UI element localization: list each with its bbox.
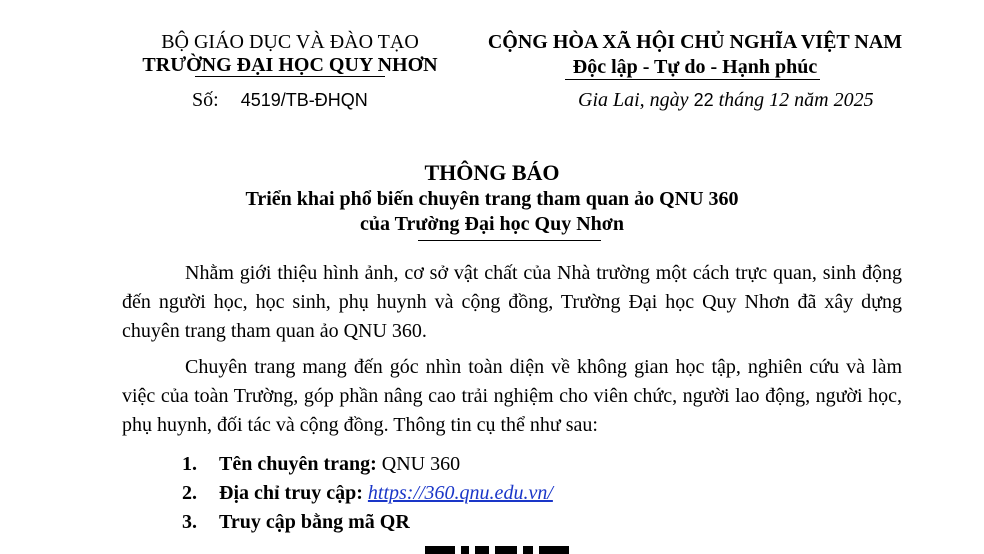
national-motto: Độc lập - Tự do - Hạnh phúc <box>572 56 818 78</box>
body-paragraph-1: Nhằm giới thiệu hình ảnh, cơ sở vật chất của Nhà trường một cách trực quan, sinh động đến người học, học sinh, phụ huynh và cộng đồng, Trường Đại học Quy Nhơn đã xây dựng chuyên trang tham quan ảo QNU 360. <box>122 262 902 342</box>
list-label: Tên chuyên trang: <box>219 453 377 475</box>
university-name: TRƯỜNG ĐẠI HỌC QUY NHƠN <box>142 54 438 76</box>
date-day: 22 <box>693 90 714 110</box>
access-url-link[interactable]: https://360.qnu.edu.vn/ <box>367 482 553 504</box>
document-number <box>192 89 368 112</box>
list-item <box>182 482 553 505</box>
date-rest: tháng 12 năm 2025 <box>718 89 874 111</box>
ministry-name: BỘ GIÁO DỤC VÀ ĐÀO TẠO <box>161 31 419 53</box>
document-subtitle-line1: Triển khai phổ biến chuyên trang tham quan ảo QNU 360 <box>245 188 739 210</box>
header-left-rule <box>195 76 385 77</box>
list-label: Truy cập bằng mã QR <box>219 511 410 533</box>
issue-date <box>578 89 874 112</box>
document-subtitle-line2: của Trường Đại học Quy Nhơn <box>359 213 624 235</box>
doc-number-label: Số: <box>192 89 219 111</box>
list-number: 1. <box>182 453 197 475</box>
document-heading: THÔNG BÁO <box>424 160 560 185</box>
title-underline <box>418 240 601 241</box>
list-item <box>182 511 410 534</box>
doc-number-value: 4519/TB-ĐHQN <box>240 90 368 110</box>
list-item <box>182 453 460 476</box>
date-place: Gia Lai, ngày <box>578 89 689 111</box>
list-number: 2. <box>182 482 197 504</box>
country-name: CỘNG HÒA XÃ HỘI CHỦ NGHĨA VIỆT NAM <box>487 31 903 53</box>
list-number: 3. <box>182 511 197 533</box>
header-right-rule <box>565 79 820 80</box>
body-paragraph-2: Chuyên trang mang đến góc nhìn toàn diện về không gian học tập, nghiên cứu và làm việc của toàn Trường, góp phần nâng cao trải nghiệm cho viên chức, người lao động, người học, phụ huynh, đối tác và cộng đồng. Thông tin cụ thể như sau: <box>122 356 902 436</box>
qr-code-image <box>425 546 595 554</box>
list-label: Địa chỉ truy cập: <box>219 482 363 504</box>
list-value: QNU 360 <box>381 453 461 475</box>
